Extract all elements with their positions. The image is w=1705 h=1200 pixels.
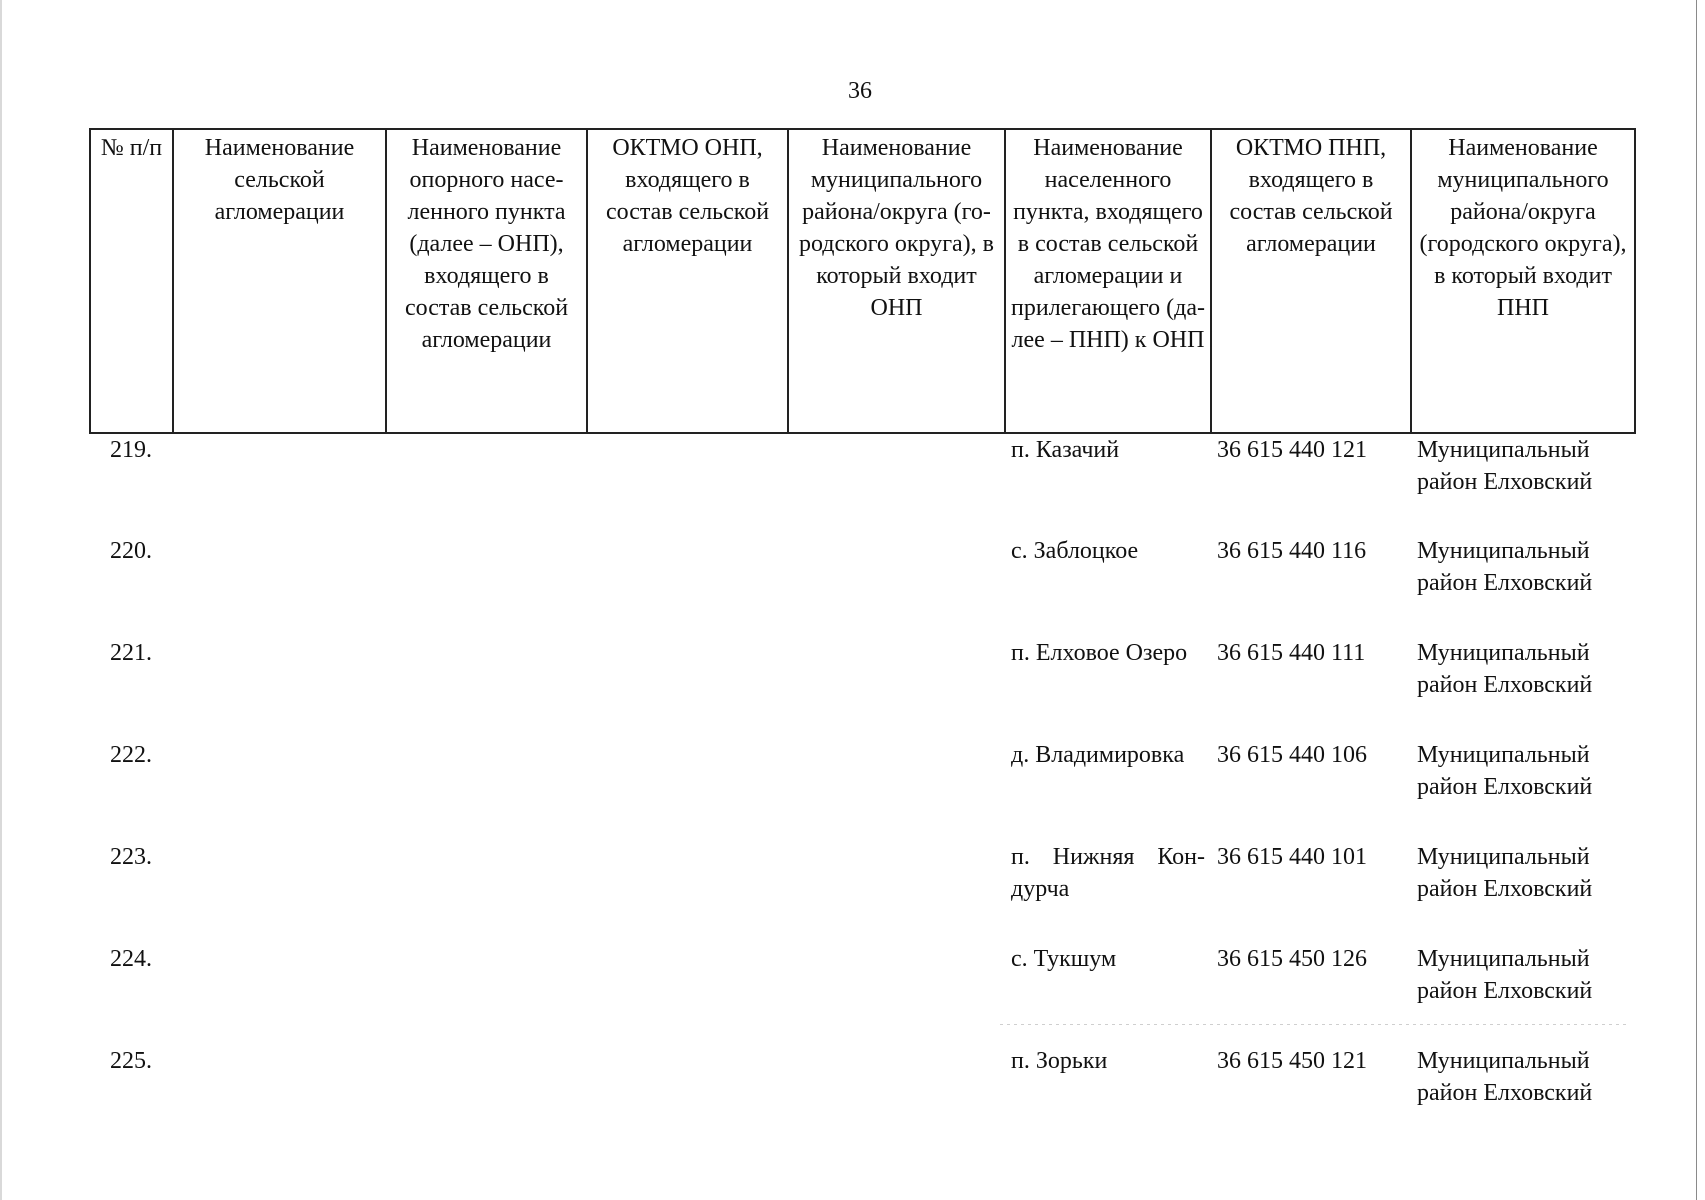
row-number: 220. [110,538,152,564]
row-onp [386,433,587,535]
row-onp-oktmo [587,535,788,637]
row-pnp-oktmo: 36 615 440 111 [1217,640,1366,666]
table-row [90,433,1635,535]
row-agglomeration [173,739,386,841]
page-number: 36 [848,78,872,104]
row-pnp-district: Муниципальный район Елховский [1417,538,1593,596]
header-number [90,129,173,433]
header-pnp-oktmo-label: ОКТМО ПНП, входящего в состав сельской агломерации [1229,135,1393,257]
header-agglomeration-label: Наименование сельской агломерации [204,135,355,225]
row-pnp-district: Муниципальный район Елховский [1417,437,1593,495]
row-pnp-oktmo: 36 615 440 101 [1217,844,1367,870]
scan-edge-right [1696,0,1697,1200]
header-pnp-name [1005,129,1211,433]
row-onp-oktmo [587,637,788,739]
row-pnp-district: Муниципальный район Елховский [1417,844,1593,902]
header-onp-oktmo [587,129,788,433]
row-agglomeration [173,637,386,739]
table-row [90,841,1635,943]
row-pnp: д. Владимировка [1011,742,1185,768]
row-onp-oktmo [587,1045,788,1147]
row-pnp-oktmo: 36 615 450 126 [1217,946,1367,972]
row-agglomeration [173,1045,386,1147]
row-pnp-oktmo: 36 615 440 106 [1217,742,1367,768]
header-number-label: № п/п [100,135,163,161]
row-pnp: с. Заблоцкое [1011,538,1139,564]
table-row [90,943,1635,1045]
row-pnp: п. Казачий [1011,437,1120,463]
row-number: 223. [110,844,152,870]
row-agglomeration [173,841,386,943]
row-pnp-oktmo: 36 615 440 116 [1217,538,1367,564]
row-agglomeration [173,943,386,1045]
header-pnp-oktmo [1211,129,1411,433]
row-onp [386,841,587,943]
row-pnp-oktmo: 36 615 450 121 [1217,1048,1367,1074]
row-onp-district [788,739,1005,841]
table-header-row [90,129,1635,433]
row-number: 221. [110,640,152,666]
row-number: 222. [110,742,152,768]
header-pnp-name-label: Наименование населенного пункта, входящего в состав сельской агломерации и прилегающего (далее – ПНП) к ОНП [1011,135,1205,353]
header-onp-oktmo-label: ОКТМО ОНП, входящего в состав сельской агломерации [605,135,770,257]
row-pnp: п. Нижняя Кондурча [1011,844,1205,902]
header-agglomeration [173,129,386,433]
row-onp-oktmo [587,943,788,1045]
row-pnp-district: Муниципальный район Елховский [1417,946,1593,1004]
row-onp-district [788,943,1005,1045]
table-row [90,739,1635,841]
header-onp-name [386,129,587,433]
row-number: 219. [110,437,152,463]
table-row [90,535,1635,637]
scan-edge-left [0,0,2,1200]
row-pnp-district: Муниципальный район Елховский [1417,1048,1593,1106]
header-onp-district-label: Наименование муниципального района/округа (городского округа), в который входит ОНП [798,135,995,321]
row-pnp: п. Зорьки [1011,1048,1108,1074]
header-onp-district [788,129,1005,433]
row-pnp-district: Муниципальный район Елховский [1417,640,1593,698]
row-onp-district [788,637,1005,739]
row-onp-district [788,433,1005,535]
row-agglomeration [173,535,386,637]
row-pnp-oktmo: 36 615 440 121 [1217,437,1367,463]
row-onp-district [788,1045,1005,1147]
header-pnp-district-label: Наименование муниципального района/округа (городского округа), в который входит ПНП [1419,135,1627,321]
settlements-table [89,128,1636,1147]
row-onp [386,637,587,739]
table-row [90,1045,1635,1147]
header-pnp-district [1411,129,1635,433]
row-onp-oktmo [587,739,788,841]
row-number: 225. [110,1048,152,1074]
row-pnp-district: Муниципальный район Елховский [1417,742,1593,800]
row-onp [386,1045,587,1147]
header-onp-name-label: Наименование опорного населенного пункта (далее – ОНП), входящего в состав сельской агломерации [404,135,569,353]
row-onp-oktmo [587,433,788,535]
row-pnp: п. Елховое Озеро [1011,640,1188,666]
row-onp [386,739,587,841]
table-row [90,637,1635,739]
scan-artifact-line [1000,1024,1630,1025]
row-number: 224. [110,946,152,972]
row-onp-district [788,841,1005,943]
row-onp-district [788,535,1005,637]
row-onp [386,535,587,637]
row-agglomeration [173,433,386,535]
row-pnp: с. Тукшум [1011,946,1117,972]
row-onp-oktmo [587,841,788,943]
row-onp [386,943,587,1045]
